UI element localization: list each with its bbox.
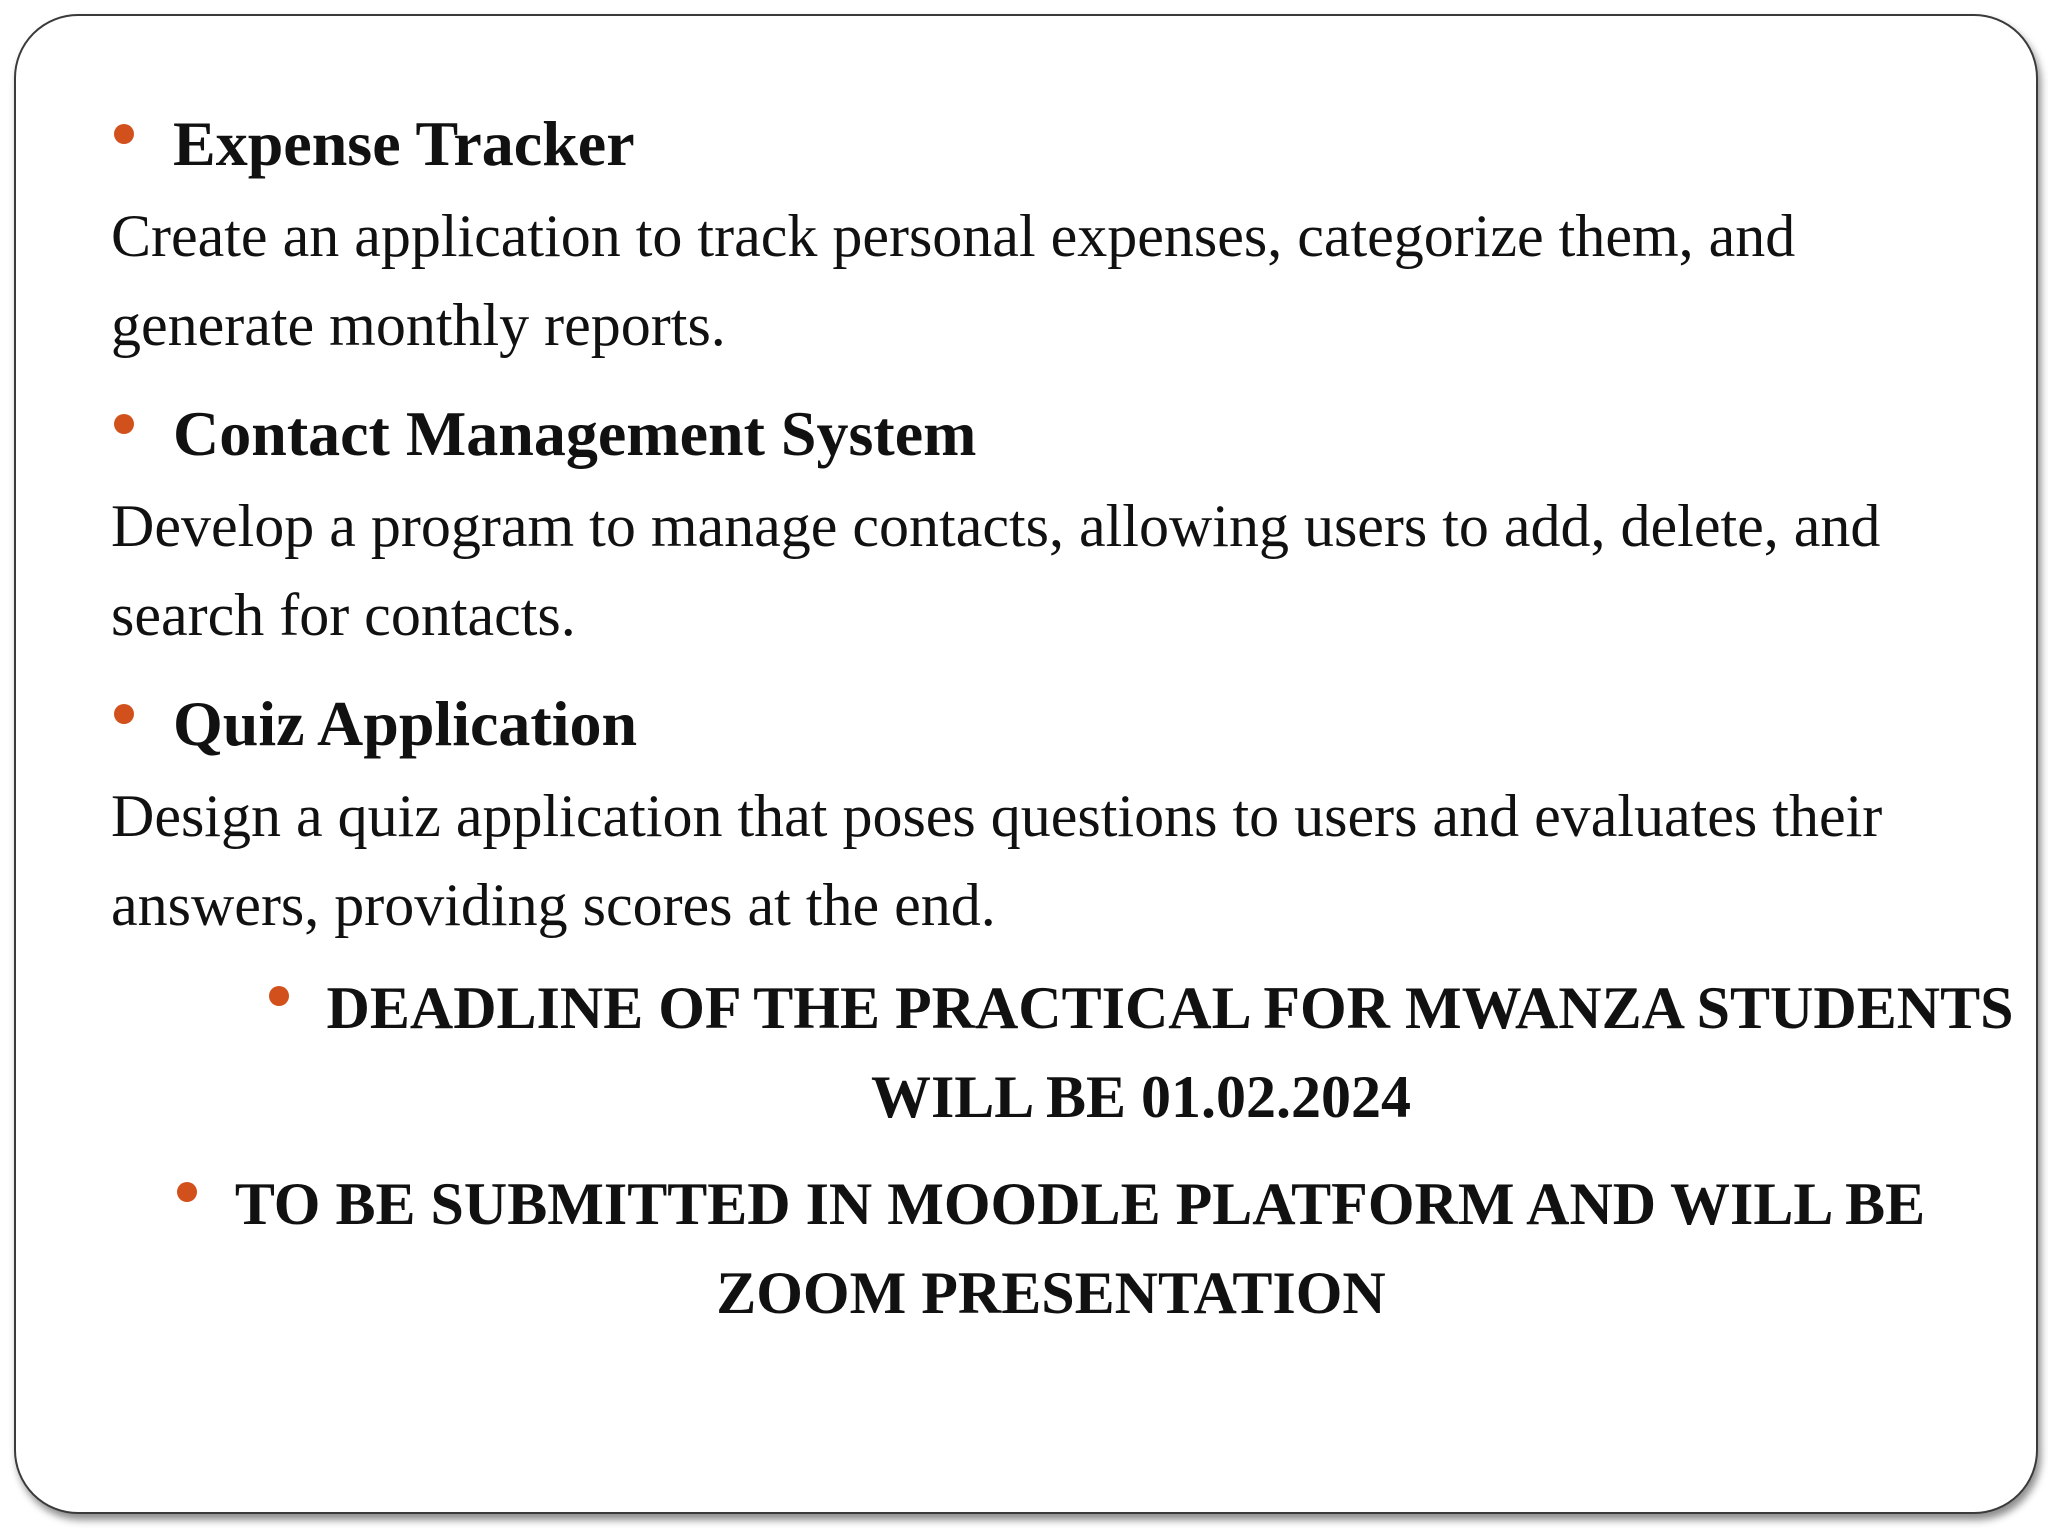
item-heading-text: Expense Tracker xyxy=(173,108,635,179)
item-heading-expense-tracker xyxy=(111,94,1991,194)
item-heading-text: Quiz Application xyxy=(173,688,638,759)
bullet-icon xyxy=(177,1182,197,1202)
item-description: Design a quiz application that poses questions to users and evaluates their answers, providing scores at the end. xyxy=(111,783,1883,938)
submission-notice xyxy=(111,1160,1991,1338)
bullet-icon xyxy=(114,704,134,724)
deadline-notice-text: DEADLINE OF THE PRACTICAL FOR MWANZA STUDENTS WILL BE 01.02.2024 xyxy=(326,975,2014,1130)
bullet-icon xyxy=(269,986,289,1006)
submission-notice-text: TO BE SUBMITTED IN MOODLE PLATFORM AND WILL BE ZOOM PRESENTATION xyxy=(234,1171,1926,1326)
deadline-notice xyxy=(231,964,2048,1142)
item-description: Create an application to track personal expenses, categorize them, and generate monthly reports. xyxy=(111,203,1796,358)
item-description: Develop a program to manage contacts, allowing users to add, delete, and search for contacts. xyxy=(111,493,1881,648)
item-heading-contact-management xyxy=(111,384,1991,484)
bullet-icon xyxy=(114,414,134,434)
item-heading-text: Contact Management System xyxy=(173,398,977,469)
slide-frame xyxy=(14,14,2038,1514)
slide-content xyxy=(111,94,2014,1338)
bullet-icon xyxy=(114,124,134,144)
item-heading-quiz-application xyxy=(111,674,1991,774)
